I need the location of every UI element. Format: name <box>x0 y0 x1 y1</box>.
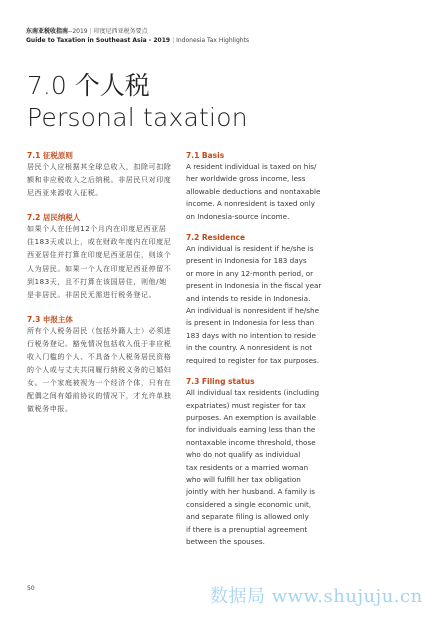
section-heading-basis-en: 7.1 Basis <box>186 151 225 160</box>
section-text-filing-zh: 所有个人税务居民（包括外籍人士）必须进行税务登记。豁免情况包括收入低于非应税收入门槛的个人、不具备个人税务居民资格的个人或与丈夫共同履行纳税义务的已婚妇女。一个家庭被视为一个经济个体，只有在配偶之间有婚前协议的情况下，才允许单独做税务申报。 <box>27 326 172 414</box>
header-guide-title-en: Guide to Taxation in Southeast Asia - 2019 <box>26 37 171 44</box>
section-heading-basis-zh: 7.1 征税原则 <box>27 151 73 160</box>
header-year-zh: --2019 <box>68 28 88 35</box>
header-separator: | <box>172 37 175 44</box>
section-text-residence-zh: 如果个人在任何12个月内在印度尼西亚居住183天或以上，或在财政年度内在印度尼西亚居住并打算在印度尼西亚居住，则该个人为居民。如果一个人在印度尼西亚停留不到183天，且不打算在该国居住，则他/她是非居民。非居民无需进行税务登记。 <box>27 225 172 299</box>
page-number: 50 <box>27 585 35 592</box>
header-separator: | <box>89 28 92 35</box>
english-column <box>186 150 336 548</box>
watermark: 数据局 www.shujuju.cn <box>210 586 423 607</box>
page-title-en: Personal taxation <box>27 103 248 132</box>
section-text-basis-zh: 居民个人应根据其全球总收入，扣除可扣除额和非应税收入之后纳税。非居民只对印度尼西亚来源收入征税。 <box>27 163 172 198</box>
header-line-chinese <box>26 27 421 36</box>
header-line-english <box>26 36 421 45</box>
section-text-filing-en: All individual tax residents (including expatriates) must register for tax purposes. An exemption is available for individuals earning less than the nontaxable income threshold, those who do not qualify as individual tax residents or a married woman who will fulfill her tax obligation jointly with her husband. A family is considered a single economic unit, and separate filing is allowed only if there is a prenuptial agreement between the spouses. <box>186 388 320 546</box>
section-heading-residence-zh: 7.2 居民纳税人 <box>27 213 81 223</box>
section-heading-filing-zh: 7.3 申报主体 <box>27 314 73 324</box>
header-section-en: Indonesia Tax Highlights <box>176 37 250 44</box>
section-text-residence-en: An individual is resident if he/she is present in Indonesia for 183 days or more in any 12-month period, or present in Indonesia in the fiscal year and intends to reside in Indonesia. An individual is nonresident if he/she is present in Indonesia for less than 183 days with no intention to reside in the country. A nonresident is not required to register for tax purposes. <box>186 244 322 365</box>
header-section-zh: 印度尼西亚税务要点 <box>93 28 148 35</box>
section-heading-residence-en: 7.2 Residence <box>186 233 246 243</box>
section-heading-filing-en: 7.3 Filing status <box>186 377 255 387</box>
page-title <box>27 70 248 134</box>
chinese-column <box>27 150 173 417</box>
running-header <box>26 27 421 45</box>
section-text-basis-en: A resident individual is taxed on his/ her worldwide gross income, less allowable deductions and nontaxable income. A nonresident is taxed only on Indonesia-source income. <box>186 162 321 221</box>
header-guide-title-zh: 东南亚税收指南 <box>26 28 69 35</box>
page-title-zh: 7.0 个人税 <box>27 71 150 100</box>
